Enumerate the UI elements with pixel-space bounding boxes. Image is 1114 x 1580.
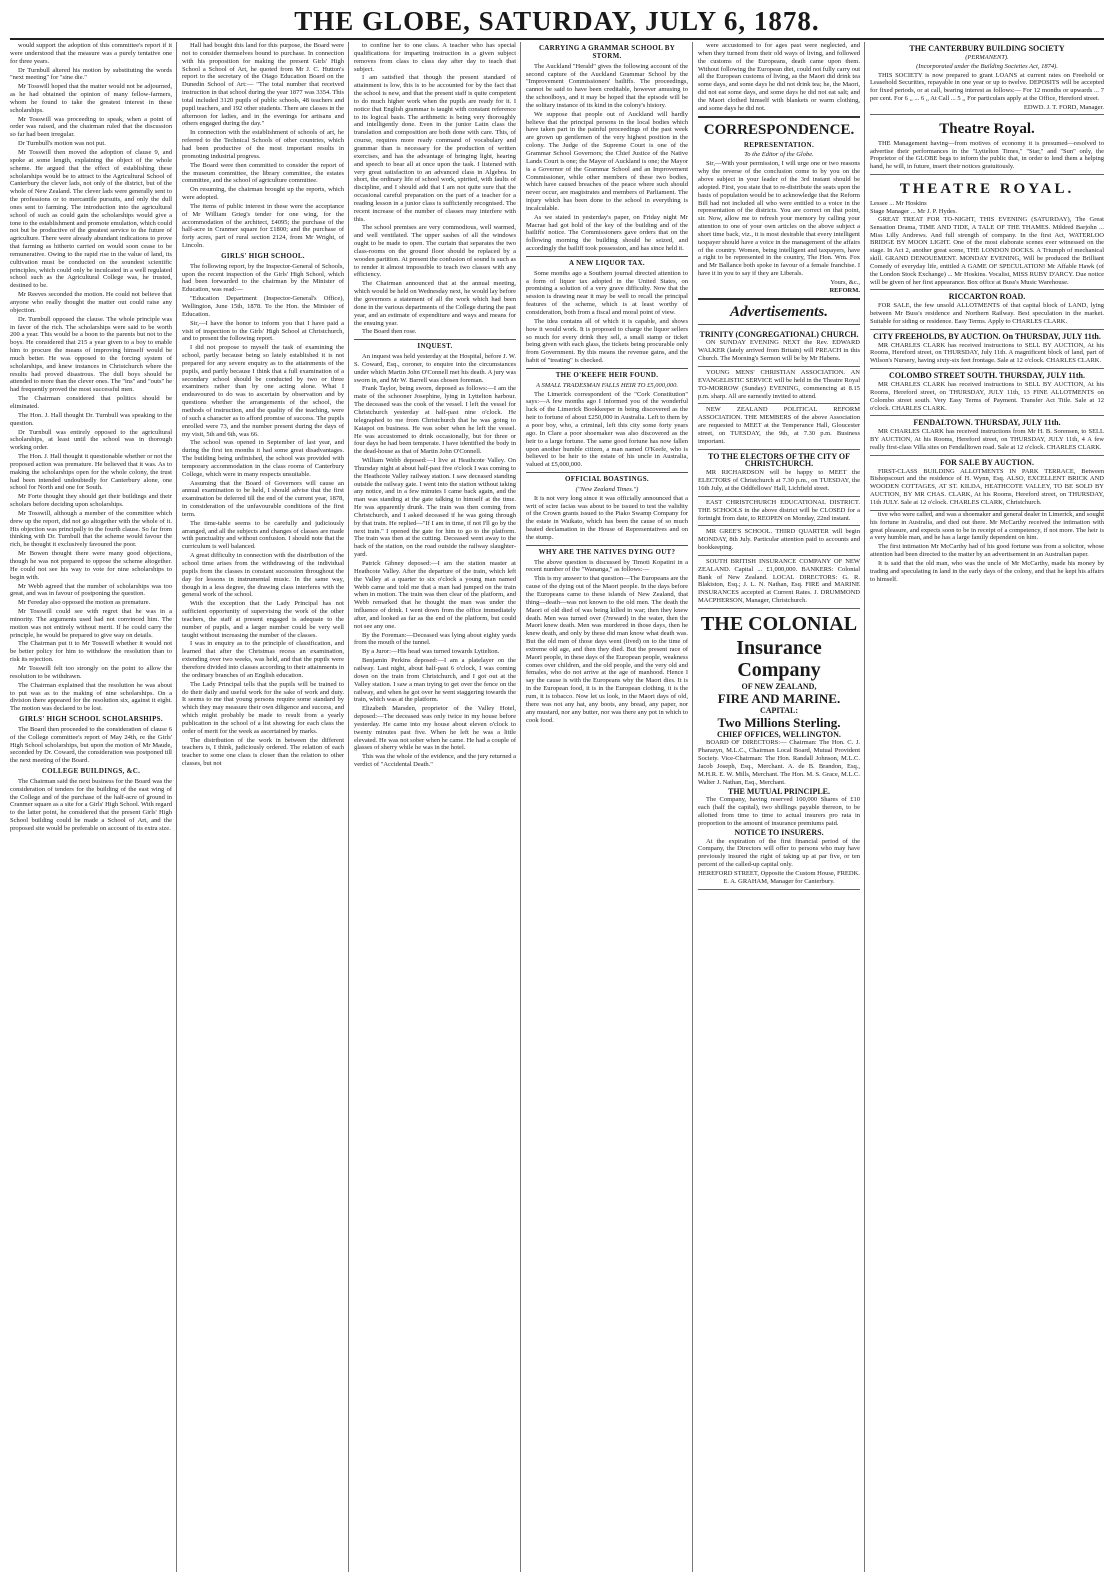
- paragraph: By the Foreman:—Deceased was lying about eighty yards from the mouth of the tunnel.: [354, 631, 516, 647]
- paragraph: Mr Tosswill was proceeding to speak, when a point of order was raised, and the chairman ruled that the discussion so far had been irregular.: [10, 115, 172, 139]
- paragraph: The Hon. J. Hall thought it questionable whether or not the proposed action was premature. He believed that it was. As to making the scholarships open for the whole colony, the trust had been intended undoubtedly for Canterbury alone, one school for North and one for South.: [10, 453, 172, 492]
- ad-body: SOUTH BRITISH INSURANCE COMPANY OF NEW ZEALAND. Capital ... £1,000,000. BANKERS: Colonial Bank of New Zealand. LOCAL DIRECTORS: G. R. Blakiston, Esq.; J. L. N. Nathan, Esq. FIRE and MARINE INSURANCES accepted at Current Rates. J. DRUMMOND MACPHERSON, Manager, Christchurch.: [698, 557, 860, 605]
- ad-title: Two Millions Sterling.: [717, 714, 841, 730]
- masthead-rule: [10, 38, 1104, 40]
- paragraph: The Hon. J. Hall thought Dr. Turnbull was speaking to the question.: [10, 411, 172, 427]
- ad-title: TO THE ELECTORS OF THE CITY OF CHRISTCHURCH.: [708, 451, 850, 469]
- paragraph: Hall had bought this land for this purpose, the Board were not to consider themselves bound to purchase. In connection with his proposition for making the present Girls' High School a School of Art, he quoted from Mr J. C. Hutton's report to the secretary of the Otago Education Board on the Dunedin School of Art:— "The total number that received instruction in that school during the year 1877 was 3354. This total included 3120 pupils of public schools, 48 teachers and pupil teachers, and 192 other students. There are classes in the afternoon for ladies, and in the evenings for artisans and others engaged during the day.": [182, 42, 344, 128]
- advertisement-auction: [870, 369, 1104, 416]
- ad-body: MR CHARLES CLARK has received instructions to SELL BY AUCTION, At his Rooms, Hereford street, on THURSDAY, July 11th. A magnificent block of land, part of Wilson's Nursery, having sixty-six feet frontage. Sale at 12 o'clock. CHARLES CLARK.: [870, 341, 1104, 365]
- divider: [526, 368, 688, 369]
- paragraph: The Chairman said the next business for the Board was the consideration of tenders for the building of the east wing of the College and of the purchase of the half-acre of ground in Cranmer square as a site for a Girls' High School. With regard to the latter point, he considered that the present Girls' High School building could be made a School of Art, and the proposed site would be preferable on account of its extra size.: [10, 777, 172, 832]
- ad-title: COLOMBO STREET SOUTH. THURSDAY, JULY 11th.: [889, 371, 1085, 381]
- paragraph: Patrick Gibney deposed:—I am the station master at Heathcote Valley. After the departure of the train, which left the Valley at a quarter to six o'clock a young man named Webb came and told me that a man had jumped on the train when in motion. The train was then clear of the platform, and Webb remarked that he thought the man was under the influence of drink. I went down from the office immediately after, and looked as far as the end of the platform, but could not see any one.: [354, 560, 516, 630]
- column-rule: [176, 42, 177, 1572]
- paragraph: The school was opened in September of last year, and during the first ten months it had some great disadvantages. The building being unfinished, the school was provided with temporary accommodation in the class rooms of Canterbury College, which were in many respects unsuitable.: [182, 439, 344, 478]
- advertisement-theatre-notice: [870, 115, 1104, 175]
- ad-body: ON SUNDAY EVENING NEXT the Rev. EDWARD WALKER (lately arrived from Britain) will PREACH in this Church. The Morning's Sermon will be by Mr Habens.: [698, 339, 860, 363]
- paragraph: Mr Tosswill felt too strongly on the point to allow the resolution to be withdrawn.: [10, 664, 172, 680]
- ad-body: FIRST-CLASS BUILDING ALLOTMENTS IN PARK TERRACE, Between Bishopscourt and the residence of H. Wynn, Esq. ALSO, EXCELLENT BRICK AND WOODEN COTTAGES, AT ST. KILDA, HEATHCOTE VALLEY, TO BE SOLD BY AUCTION, BY MR CHAS. CLARK, At his Rooms, Hereford street, on THURSDAY, 11th JULY. Sale at 12 o'clock. CHARLES CLARK, Christchurch.: [870, 467, 1104, 506]
- ad-body: GREAT TREAT FOR TO-NIGHT, THIS EVENING (SATURDAY), The Great Sensation Drama, TIME AND TIDE, A TALE OF THE THAMES. Mildred Barjohn ... Miss Lilly Andrews. And full strength of company. In the first Act, WATERLOO BRIDGE BY MOON LIGHT. One of the most elaborate scenes ever witnessed on the stage. In Act 2, another great scene, THE LONDON DOCKS. A Triumph of mechanical skill. GRAND DENOUEMENT. MONDAY EVENING, Will be produced the Brilliant Comedy of everyday life, entitled A GAME OF SPECULATION! Mr Affable Hawk (of the London Stock Exchange) ... Mr Hoskins. Vocalist, MISS RUBY D'ARCY. Due notice will be given of her first appearance. Box office at Buss's Music Warehouse.: [870, 215, 1104, 286]
- column-4: [526, 42, 688, 1572]
- ad-title: THE CANTERBURY BUILDING SOCIETY: [909, 44, 1065, 53]
- ad-body: FOR SALE, the few unsold ALLOTMENTS of that capital block of LAND, lying between Mr Buss's residence and Northern Railway. Best speculation in the market. Suitable for siding or residence. Easy Terms. Apply to CHARLES CLARK.: [870, 302, 1104, 325]
- ad-body: MR CHARLES CLARK has received instructions to SELL BY AUCTION, At his Rooms, Hereford street, on THURSDAY, JULY 11th, 13 FINE ALLOTMENTS on Colombo street south. Very Easy Terms of Payment. Transfer Act Title. Sale at 12 o'clock. CHARLES CLARK.: [870, 381, 1104, 412]
- paragraph: Some months ago a Southern journal directed attention to a form of liquor tax adopted in the United States, on promising a solution of a very grave difficulty. Now that the session is drawing near it may be well to recall the principal features of the scheme, which is at least worthy of consideration, both from a fiscal and moral point of view.: [526, 269, 688, 316]
- paragraph: The following report, by the Inspector-General of Schools, upon the recent inspection of the Girls' High School, which had been forwarded to the chairman by the Minister of Education, was read:—: [182, 262, 344, 294]
- ad-title: CITY FREEHOLDS, BY AUCTION. On THURSDAY, JULY 11th.: [873, 331, 1101, 341]
- paragraph: I was in enquiry as to the principle of classification, and learned that after the Christmas recess an examination, extending over two weeks, was held, and that the pupils were therefore divided into classes according to their attainments in the ordinary branches of an English education.: [182, 640, 344, 679]
- section-heading: GIRLS' HIGH SCHOOL.: [221, 251, 305, 260]
- ad-body: THE Management having—from motives of economy it is presumed—resolved to advertise their performances in the "Lyttelton Times," "Star," and "Sun" only, the Proprietor of the GLOBE begs to inform the public that, in order to lend them a helping hand, he will, in future, insert their notices gratuitously.: [870, 139, 1104, 171]
- ad-title: OF NEW ZEALAND,: [741, 681, 817, 691]
- paragraph: "Education Department (Inspector-General's Office), Wellington, June 15th, 1878. To the Hon. the Minister of Education.: [182, 295, 344, 318]
- ad-title: NOTICE TO INSURERS.: [734, 827, 824, 837]
- advertisement-colonial-insurance: [698, 609, 860, 890]
- ad-body: EAST CHRISTCHURCH EDUCATIONAL DISTRICT. THE SCHOOLS in the above district will be CLOSED for a fortnight from date, to REOPEN on Monday, 22nd instant.: [698, 498, 860, 522]
- ad-body: MR RICHARDSON will be happy to MEET the ELECTORS of Christchurch at 7.30 p.m., on TUESDAY, the 16th July, at the Oddfellows' Hall, Lichfield street.: [698, 469, 860, 492]
- ad-big-title: Theatre Royal.: [939, 120, 1035, 137]
- column-2: [182, 42, 344, 1572]
- advertisement: [698, 404, 860, 449]
- paragraph: The Board then proceeded to the consideration of clause 6 of the College committee's report of May 24th, re the Girls' High School scholarships, but upon the motion of Mr Maude, seconded by Dr. Coward, the consideration was postponed till the next meeting of the Board.: [10, 725, 172, 765]
- paragraph: This is my answer to that question—The Europeans are the cause of the dying out of the Maori people. In the days before the Europeans came to these islands of New Zealand, that thing—death—was not known to the old men. The death the Maori of old died of was being killed in war; then they knew death. Men was turned over (?reward) in the water, then the Maori knew death. Men was murdered in those days, then he knew death, and only by these did man know what death was. But the old men of those days went (lived) on to the time of extreme old age, and then they died. But the present race of Maori people, in these days of the European people, weakness comes over children, and the old people, and the very old and females, who do not arrive at the age of manhood. Hence I say the cause is with the Europeans why the Maori dies. It is in the European food, it is in the European clothing, it is the rum, it is tobacco. Now let us look, in the Maori days of old, there was not any hat, any boots, any bread, any paper, nor any mustard, nor any butter, nor was there any pot in which to cook food.: [526, 575, 688, 724]
- paragraph: Mr Webb agreed that the number of scholarships was too great, and was in favour of postponing the question.: [10, 582, 172, 598]
- paragraph: Dr Turnbull was entirely opposed to the agricultural scholarships, at least until the school was in thorough working order.: [10, 428, 172, 452]
- ad-line: Stage Manager ... Mr J. P. Hydes.: [870, 207, 958, 215]
- ad-big-title: THEATRE ROYAL.: [899, 181, 1075, 198]
- advertisement: [698, 526, 860, 556]
- divider: [526, 472, 688, 473]
- advertisement: [698, 450, 860, 497]
- paragraph: Assuming that the Board of Governors will cause an annual examination to be held, I should advise that the first examination be deferred till the end of the current year, 1878, in consideration of the unfavourable conditions of the first term.: [182, 479, 344, 518]
- column-6-extra: [870, 511, 1104, 584]
- paragraph: Mr Tosswill then moved the adoption of clause 9, and spoke at some length, explaining the object of the whole scheme. He argued that the effect of establishing these scholarships would be to attract to the Agricultural School of Canterbury the clever lads, not only of the district, but of the whole of New Zealand. The clever lads were generally sent to the professions or to mercantile pursuits, and only the dull ones sent to farming. The introduction into the agricultural school of such as could gain the scholarships would give a tone to the establishment and promote emulation, which could not but be productive of the greatest service to the future of agriculture. There were already abundant indications to prove that farming as hitherto carried on would soon cease to be remunerative. Owing to the rapid rise in the value of land, its cultivation must be conducted on the soundest scientific principles, which could only be inculcated in a well regulated school such as the Agricultural College was, he trusted, destined to be.: [10, 148, 172, 290]
- paragraph: With the exception that the Lady Principal has not sufficient opportunity of supervising the work of the other teachers, the staff at present engaged is adequate to the number of pupils, and a larger number could be very well taught without increasing the number of the classes.: [182, 600, 344, 639]
- ad-title: THE MUTUAL PRINCIPLE.: [727, 786, 830, 796]
- paragraph: On resuming, the chairman brought up the reports, which were adopted.: [182, 186, 344, 202]
- section-heading: OFFICIAL BOASTINGS.: [565, 475, 649, 484]
- ad-big-title: THE COLONIAL: [700, 612, 858, 635]
- paragraph: I did not propose to myself the task of examining the school, partly because being so lately established it is not prepared for any severe enquiry as to the attainments of the pupils, and partly because I think that a full examination of a secondary school should be conducted by two or three examiners rather than by one acting alone. What I endeavoured to do was to ascertain by observation and by questions whether the arrangements of the school, the methods of instruction, and the quality of the teaching, were of such a character as to afford promise of success. The pupils enrolled were 73, and the number present during the days of my visit, 5th and 6th, was 66.: [182, 344, 344, 438]
- divider: [698, 324, 860, 325]
- ad-body: At the expiration of the first financial period of the Company, the Directors will offer to persons who may have previously insured the right of taking up at par five, or ten percent of the called-up capital only.: [698, 837, 860, 869]
- paragraph: William Webb deposed:—I live at Heathcote Valley. On Thursday night at about half-past five o'clock I was coming to the Heathcote Valley railway station. I saw deceased standing outside the railway gate. I went into the station without taking any notice, and in a few minutes I came back again, and the man was standing at the gate talking to himself at the time. He was apparently drunk. The train was then coming from Christchurch, and I asked deceased if he was going through by that train. He replied—"If I am in time, if not I'll go by the next train." I opened the gate for him to go to the platform. The train was then at the cutting. Deceased went away to the back of the station, on the road outside the railway slaughter-yard.: [354, 457, 516, 559]
- ad-signature: EDWD. J. T. FORD, Manager.: [1023, 103, 1104, 111]
- subheading: To the Editor of the Globe.: [744, 151, 814, 159]
- paragraph: would support the adoption of this committee's report if it were understood that the measure was a purely tentative one for three years.: [10, 42, 172, 65]
- paragraph: were accustomed to for ages past were neglected, and when they turned from their old ways of living, and followed the customs of the Europeans, death came upon them. Without following the European diet, could not fully carry out all the European customs of living, as the Maori did drink tea some days, and some days he did not drink tea; he, the Maori, did not eat some days, and some days he did not eat salt; and the Maori clothed himself with blankets or warm clothing, and some days he did not.: [698, 42, 860, 112]
- paragraph: Sir,—I have the honor to inform you that I have paid a visit of inspection to the Girls' High School at Christchurch, and to present the following report.: [182, 319, 344, 343]
- paragraph: Mr Tosswill hoped that the matter would not be adjourned, as he had obtained the opinion of many fellow-farmers, whom he found to take the greatest interest in these scholarships.: [10, 83, 172, 114]
- signature: REFORM.: [829, 286, 860, 294]
- paragraph: Mr Tosswill could see with regret that he was in a minority. The arguments used had not convinced him. The motion was not entirely without merit. If he could carry the principle, he would be prepared to give way on details.: [10, 608, 172, 639]
- subheading: ("New Zealand Times."): [575, 485, 639, 493]
- ad-title: FIRE AND MARINE.: [717, 690, 841, 706]
- advertisement-theatre-royal: [870, 175, 1104, 290]
- divider: [698, 116, 860, 118]
- paragraph: The Lady Principal tells that the pupils will be trained to do their daily and useful work for the sake of work and duty. It seems to me that young persons require some standard by which they may measure their own diligence and success, and which might probably be made to result from a yearly publication in the school of a list showing for each class the order of merit for the week as ascertained by marks.: [182, 680, 344, 735]
- subheading: A SMALL TRADESMAN FALLS HEIR TO £5,000,000.: [536, 381, 678, 389]
- paragraph: We suppose that people out of Auckland will hardly believe that the principal persons in the local bodies which have taken part in the painful proceedings of the past week are grown up gentlemen of the very highest position in the colony. The Judge of the Supreme Court is one of the Grammar School Governors; the Chief Justice of the Native Lands Court is one; the Mayor of Auckland is one; the Mayor is a Governor of the Grammar School and an Improvement Commissioner, while other members of these two bodies, which have caused breaches of the peace where such should never occur, are magistrates and members of Parliament. The injury which has been done to the school in everything is incalculable.: [526, 110, 688, 212]
- section-heading: COLLEGE BUILDINGS, &C.: [41, 767, 141, 776]
- section-heading: WHY ARE THE NATIVES DYING OUT?: [538, 547, 676, 556]
- paragraph: The Chairman considered that politics should be eliminated.: [10, 395, 172, 410]
- advertisement-building-society: [870, 42, 1104, 115]
- paragraph: Mr Fereday also opposed the motion as premature.: [18, 599, 151, 607]
- advertisement: [698, 497, 860, 527]
- advertisement-auction: [870, 416, 1104, 455]
- paragraph: Sir,—With your permission, I will urge one or two reasons why the reverse of the conclusion come to by you on the above subject in your leader of the 3rd instant should be adopted. First, you state that to re-distribute the seats upon the basis of population would be to acknowledge that the Reform Bill had not included all who were entitled to a voice in the representation of the districts. You are correct on that point, sir. Now, allow me to refresh your memory by calling your attention to one of your own articles on the above subject a short time back, viz., it is most desirable that every intelligent taxpayer should have a voice in the management of the affairs of the country. Women, being intelligent and taxpayers, have a right to be represented in the country, The Hon. Wm. Fox and Mr Ballance both spoke in favour of a female franchise. I have it in you to say if they are Liberals.: [698, 160, 860, 278]
- paragraph: A great difficulty in connection with the distribution of the school time arises from the withdrawing of the individual pupils from the classes in constant succession throughout the day for lessons in instrumental music. In the same way, though in a less degree, the drawing class interferes with the general work of the school.: [182, 552, 344, 599]
- paragraph: Mr Forte thought they should get their buildings and their scholars before deciding upon scholarships.: [10, 493, 172, 509]
- paragraph: By a Juror:—His head was turned towards Lyttelton.: [362, 648, 500, 656]
- advertisement: [698, 556, 860, 609]
- advertisement-auction: [870, 456, 1104, 511]
- divider: [354, 339, 516, 340]
- advertisement: [698, 367, 860, 404]
- paragraph: Mr Tosswill, although a member of the committee which drew up the report, did not go altogether with the whole of it. His objection was principally to the fourth clause. So far from thinking with Dr. Turnbull that the scheme would favour the rich, he thought it exclusively favoured the poor.: [10, 509, 172, 549]
- paragraph: Dr. Turnbull opposed the clause. The whole principle was in favor of the rich. The scholarships were said to be worth 200 a year. This would be a boon to the parents but not to the boys. He considered that 215 a year given to a boy to enable him to procure the means of improving himself would be much better. He was opposed to the forcing system of scholarships, and knew instances in Christchurch where the results had proved disastrous. The dull boys should be attended to more than the clever ones. The "ins" and "outs" he had frequently proved the most successful men.: [10, 315, 172, 394]
- paragraph: This was the whole of the evidence, and the jury returned a verdict of "Accidental Death.": [354, 753, 516, 769]
- paragraph: The Chairman announced that at the annual meeting, which would be held on Wednesday next, he would lay before the governors a statement of all the work which had been done in the various departments of the College during the past year, and an estimate of expenditure and ways and means for the ensuing year.: [354, 280, 516, 327]
- ad-title: FENDALTOWN. THURSDAY, JULY 11th.: [913, 418, 1061, 428]
- ad-body: BOARD OF DIRECTORS:— Chairman: The Hon. C. J. Pharazyn, M.L.C., Chairman Local Board, Mutual Provident Society. Vice-Chairman: The Hon. Randall Johnson, M.L.C. Jacob Joseph, Esq., Merchant. A. de B. Brandon, Esq., M.H.R. E. W. Mills, Merchant. The Hon. M. S. Grace, M.L.C. Walter J. Nathan, Esq., Merchant.: [698, 739, 860, 786]
- paragraph: It is said that the old man, who was the uncle of Mr McCarthy, made his money by trading and speculating in land in the early days of the colony, and that he kept his affairs to himself.: [870, 559, 1104, 583]
- paragraph: The Auckland "Herald" gives the following account of the second capture of the Auckland Grammar School by the "Improvement Commissioners' bailiffs. The proceedings, cannot be said to have been creditable, however amusing to the schoolboys, and it may be hoped that the episode will be the solitary instance of its kind in the colony's history.: [526, 62, 688, 109]
- column-rule: [520, 42, 521, 1572]
- ad-title: TRINITY (CONGREGATIONAL) CHURCH.: [699, 329, 859, 339]
- masthead: THE GLOBE, SATURDAY, JULY 6, 1878.: [294, 6, 820, 36]
- ad-body: MR GREE'S SCHOOL. THIRD QUARTER will begin MONDAY, 8th July. Particular attention paid to accounts and bookkeeping.: [698, 528, 860, 552]
- newspaper-page: [10, 42, 1104, 1572]
- ad-body: YOUNG MENS' CHRISTIAN ASSOCIATION. AN EVANGELISTIC SERVICE will be held in the Theatre Royal TO-MORROW (Sunday) EVENING, commencing at 8.15 p.m. sharp. All are earnestly invited to attend.: [698, 369, 860, 400]
- paragraph: The Chairman put it to Mr Tosswill whether it would not be better policy for him to withdraw the resolution than to risk its rejection.: [10, 640, 172, 664]
- paragraph: The Chairman explained that the resolution he was about to put was as to the making of nine scholarships. On a division there appeared for the resolution six, against it eight. The motion was declared to be lost.: [10, 681, 172, 713]
- section-heading: GIRLS' HIGH SCHOOL SCHOLARSHIPS.: [19, 715, 163, 724]
- section-heading: CARRYING A GRAMMAR SCHOOL BY STORM.: [538, 44, 676, 60]
- column-5: [698, 42, 860, 1572]
- advertisement-auction: [870, 290, 1104, 329]
- column-6: [870, 42, 1104, 1572]
- ad-title: FOR SALE BY AUCTION.: [940, 457, 1034, 467]
- ad-line: Lessee ... Mr Hoskins: [870, 200, 927, 208]
- ad-body: The Company, having reserved 100,000 Shares of £10 each (half the capital), two shillings payable thereon, to be allotted from time to time to actual insurers pro rata in proportion to the amount of insurance premiums paid.: [698, 796, 860, 827]
- ad-signature: HEREFORD STREET, Opposite the Custom House, FREDK. E. A. GRAHAM, Manager for Canterbury.: [698, 869, 860, 885]
- paragraph: Mr Bowen thought there were many good objections, though he was not prepared to oppose the scheme altogether. He could not see his way to vote for nine scholarships to begin with.: [10, 550, 172, 581]
- paragraph: The time-table seems to be carefully and judiciously arranged, and all the subjects and changes of classes are made with punctuality and without confusion. I should note that the curriculum is well balanced.: [182, 519, 344, 551]
- paragraph: Elizabeth Marsden, proprietor of the Valley Hotel, deposed:—The deceased was only twice in my house before yesterday. He came into my house about eleven o'clock to twenty minutes past five. When he left he was a little elevated. He was not sober when he came. He had a couple of glasses of sherry while he was in the hotel.: [354, 705, 516, 752]
- divider: [698, 298, 860, 300]
- advertisement: [698, 328, 860, 367]
- paragraph: The idea contains all of which it is capable, and shows how it would work. It is proposed to charge the liquor sellers so much for every drink they sell, a small stamp or ticket being given with each glass, the tickets being procurable only from Government. By this means the revenue gains, and the habit of "treating" is checked.: [526, 317, 688, 365]
- paragraph: As we stated in yesterday's paper, on Friday night Mr Macrae had got hold of the key of the building and of the bailiffs' notice. The Commissioners gave orders that on the following morning the building should be seized, and accordingly the bailiff took possession, and has since held it.: [526, 213, 688, 253]
- ad-title: CHIEF OFFICES, WELLINGTON.: [717, 729, 841, 739]
- ad-body: NEW ZEALAND POLITICAL REFORM ASSOCIATION. THE MEMBERS of the above Association are requested to MEET at the Temperance Hall, Gloucester street, on TUESDAY, the 9th, at 7.30 p.m. Business important.: [698, 406, 860, 445]
- paragraph: to confine her to one class. A teacher who has special qualifications for imparting instruction in a given subject removes from class to class day after day to teach that subject.: [354, 42, 516, 73]
- ad-body: MR CHARLES CLARK has received instructions from Mr H. B. Sorensen, to SELL BY AUCTION, At his Rooms, Hereford street, on THURSDAY, JULY 11th, 4 A few really first-class Villa sites on Fendalltown road. Sale at 12 o'clock. CHARLES CLARK.: [870, 428, 1104, 451]
- column-rule: [348, 42, 349, 1572]
- column-rule: [692, 42, 693, 1572]
- paragraph: The first intimation Mr McCarthy had of his good fortune was from a solicitor, whose attention had been directed to the matter by an advertisement in an Australian paper.: [870, 543, 1104, 559]
- column-1: [10, 42, 172, 1572]
- paragraph: The Board then rose.: [362, 328, 417, 336]
- ad-body: THIS SOCIETY is now prepared to grant LOANS at current rates on Freehold or Leasehold Securities, repayable in one year or up to twelve. DEPOSITS will be accepted for fixed periods, or at call, bearing interest as follows:— For 12 months or upwards ... 7 per cent. For 6 ,, ... 6 ,, At Call ... 5 ,, For particulars apply at the Office, Hereford street.: [870, 71, 1104, 103]
- ad-big-title: Insurance Company: [736, 636, 822, 681]
- paragraph: Benjamin Perkins deposed:—I am a platelayer on the railway. Last night, about half-past 6 o'clock, I was coming down on the train from Christchurch, and I got out at the Valley station. I saw a man trying to get over the fence on the railway, and when he got over he went staggering towards the train, which was at the platform.: [354, 657, 516, 704]
- paragraph: An inquest was held yesterday at the Hospital, before J. W. S. Coward, Esq., coroner, to enquire into the circumstances under which Martin John O'Connell met his death. A jury was sworn in, and Mr W. Barrell was chosen foreman.: [354, 353, 516, 384]
- paragraph: The items of public interest in these were the acceptance of Mr William Grieg's tender for one wing, for the accommodation of the architect, £4095; the purchase of the half-acre in Cranmer square for £1800; and the purchase of forty acres, part of rural section 2124, from Mr Wright, of Lincoln.: [182, 202, 344, 250]
- divider: [526, 545, 688, 546]
- paragraph: tive who were called, and was a shoemaker and general dealer in Limerick, and sought his fortune in Australia, and died out there. Mr McCarthy received the intimation with great pleasure, and expects soon to be in receipt of a competency, if not more. The heir is a very humble man, and he has a large family dependent on him.: [870, 510, 1104, 542]
- paragraph: In connection with the establishment of schools of art, he referred to the Technical Schools of other countries, which had been productive of the most important results in promoting industrial progress.: [182, 129, 344, 160]
- paragraph: Mr Reeves seconded the motion. He could not believe that anyone who really thought the matter out could raise any objection.: [10, 291, 172, 314]
- section-heading: REPRESENTATION.: [743, 140, 815, 149]
- paragraph: It is not very long since it was officially announced that a writ of scire facias was about to be issued to test the validity of the Crown grants issued to the Piako Swamp Company for the estate in Waikato, which has been the cause of so much heated declamation in the House of Representatives and on the stump.: [526, 494, 688, 541]
- paragraph: Frank Taylor, being sworn, deposed as follows:—I am the mate of the schooner Josephine, lying in Lyttelton harbour. The deceased was the cook of the vessel. I left the vessel for Christchurch yesterday at half-past nine o'clock. He telegraphed to me from Christchurch that he was going to Kaiapoi on business. He was sober when he left the vessel. He was accustomed to drink occasionally, but for three or four days he had been temperate. I have identified the body in the dead-house as that of Martin John O'Connell.: [354, 385, 516, 456]
- paragraph: I am satisfied that though the present standard of attainment is low, this is to be accounted for by the fact that the school is new, and that the present staff is quite competent to do much higher work when the pupils are ready for it. I notice that English grammar is taught with constant reference to its logical basis. The arithmetic is being very thoroughly and intelligently done. Even in the junior Latin class the translation and composition are both done with care. This, of course, requires more ready command of vocabulary and grammar than is necessary for the production of written exercises, and has the advantage of bringing light, hearing and speech to bear all at once upon the task. I listened with very great satisfaction to an advanced class in Algebra. In short, the ordinary life of school work, spirited, with faults of discipline, and I should add that I am not quite sure that the occasional careful preparation on the part of a teacher for a reading lesson in a junior class is sufficiently recognised. The recent increase of the number of classes may interfere with this.: [354, 74, 516, 223]
- ad-subtitle: (PERMANENT).: [965, 53, 1009, 61]
- paragraph: Dr Turnbull altered his motion by substituting the words "next meeting" for "sine die.": [10, 66, 172, 82]
- paragraph: The Board were then committed to consider the report of the museum committee, the library committee, the estates committee, and the school of agriculture committee.: [182, 161, 344, 185]
- paragraph: The school premises are very commodious, well warmed, and well ventilated. The upper sashes of all the windows ought to be made to open. The curtain that separates the two class-rooms on the ground floor should be replaced by a wooden partition. At present the confusion of sound is such as to render it almost impossible to teach two classes with any efficiency.: [354, 224, 516, 279]
- advertisement-auction: [870, 330, 1104, 369]
- paragraph: The above question is discussed by Timoti Kopatini in a recent number of the "Wananga," as follows:—: [526, 558, 688, 574]
- section-heading-advertisements: Advertisements.: [730, 303, 828, 320]
- paragraph: The Limerick correspondent of the "Cork Constitution" says:—A few months ago I informed you of the wonderful luck of the Limerick Bookkeeper in being discovered as the heir to fortune of about £250,000 in Australia. Left to them by a poor boy, who, a criminal, left this city some forty years ago. In Clare a poor shoemaker was also discovered as the heir to a large fortune. The same good fortune has now fallen upon another humble citizen, a man named O'Keefe, who is believed to be heir to the estate of his uncle in Australia, valued at £5,000,000.: [526, 390, 688, 469]
- section-heading: A NEW LIQUOR TAX.: [569, 258, 645, 267]
- divider: [526, 256, 688, 257]
- paragraph: The distribution of the work in between the different teachers is, I think, judiciously ordered. The relation of each teacher to some one class is closer than the relation to other classes, but not: [182, 736, 344, 768]
- signoff: Yours, &c.,: [830, 278, 860, 286]
- section-heading: THE O'KEEFE HEIR FOUND.: [555, 370, 659, 379]
- section-heading-correspondence: CORRESPONDENCE.: [703, 121, 855, 138]
- paragraph: Dr Turnbull's motion was not put.: [18, 140, 106, 148]
- ad-title: CAPITAL:: [759, 705, 799, 715]
- ad-title: RICCARTON ROAD.: [948, 292, 1026, 302]
- section-heading: INQUEST.: [417, 342, 453, 351]
- column-3: [354, 42, 516, 1572]
- ad-subtitle: (Incorporated under the Building Societies Act, 1874).: [916, 62, 1058, 70]
- column-rule: [864, 42, 865, 1572]
